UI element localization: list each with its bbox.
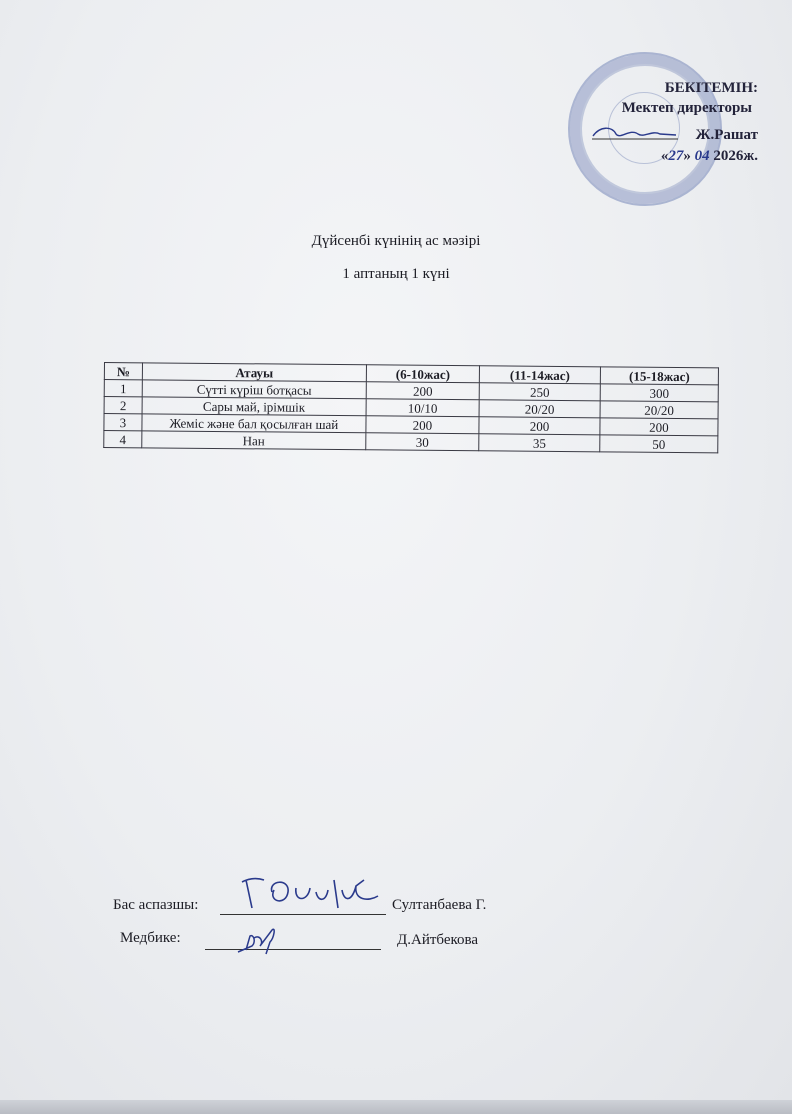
portion-11-14: 250 [479, 383, 600, 401]
dish-name: Нан [142, 431, 366, 450]
header-age-6-10: (6-10жас) [366, 365, 479, 383]
portion-6-10: 200 [366, 416, 479, 434]
date-month: 04 [694, 148, 710, 164]
menu-subtitle: 1 аптаның 1 күні [342, 266, 450, 282]
approval-role: Мектеп директоры [621, 100, 752, 116]
dish-name: Жеміс және бал қосылған шай [142, 414, 366, 433]
menu-table [103, 362, 719, 453]
nurse-name: Д.Айтбекова [397, 932, 479, 948]
portion-15-18: 200 [600, 418, 718, 436]
portion-15-18: 50 [600, 435, 718, 453]
portion-11-14: 20/20 [479, 400, 600, 418]
header-age-15-18: (15-18жас) [600, 367, 718, 385]
header-name: Атауы [142, 363, 366, 382]
head-cook-signature [238, 872, 388, 916]
nurse-signature [232, 920, 292, 960]
date-mid: » [683, 148, 691, 164]
approval-block [0, 0, 792, 200]
dish-name: Сүтті күріш ботқасы [142, 380, 366, 399]
approval-title: БЕКІТЕМІН: [664, 80, 758, 96]
director-signature [590, 122, 680, 144]
header-number: № [104, 363, 142, 380]
portion-6-10: 30 [366, 433, 479, 451]
header-age-11-14: (11-14жас) [479, 366, 600, 384]
head-cook-label: Бас аспазшы: [113, 897, 199, 913]
portion-15-18: 20/20 [600, 401, 718, 419]
portion-6-10: 10/10 [366, 399, 479, 417]
approval-date [661, 148, 758, 165]
head-cook-name: Султанбаева Г. [392, 897, 487, 913]
menu-title: Дүйсенбі күнінің ас мәзірі [311, 233, 481, 249]
row-number: 3 [104, 414, 142, 431]
director-name: Ж.Рашат [695, 127, 758, 143]
portion-15-18: 300 [600, 384, 718, 402]
portion-6-10: 200 [366, 382, 479, 400]
date-year: 2026ж. [713, 148, 758, 164]
date-day: 27 [668, 148, 684, 164]
nurse-label: Медбике: [120, 930, 181, 946]
row-number: 4 [104, 431, 142, 448]
row-number: 2 [104, 397, 142, 414]
dish-name: Сары май, ірімшік [142, 397, 366, 416]
row-number: 1 [104, 380, 142, 397]
portion-11-14: 35 [479, 434, 600, 452]
portion-11-14: 200 [479, 417, 600, 435]
date-open-quote: « [660, 148, 669, 164]
